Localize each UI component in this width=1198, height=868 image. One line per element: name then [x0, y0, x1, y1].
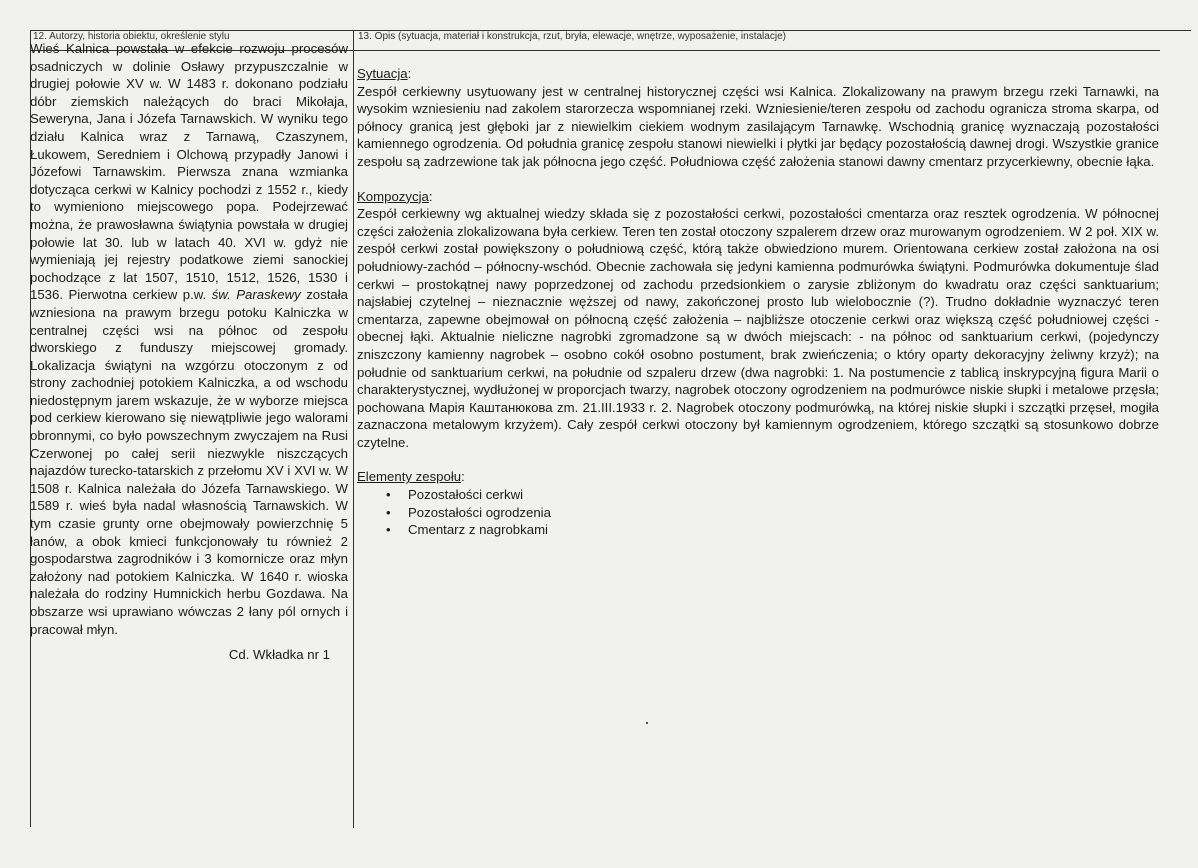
section-13-header: 13. Opis (sytuacja, materiał i konstrukcja, rzut, bryła, elewacje, wnętrze, wyposażenie, instalacje): [358, 31, 786, 42]
composition-title-colon: :: [428, 188, 433, 204]
situation-title: Sytuacja: [357, 66, 408, 81]
elements-title-colon: :: [461, 469, 465, 485]
list-item: • Pozostałości cerkwi: [408, 486, 1159, 504]
history-text: [30, 40, 348, 638]
elements-list: [357, 486, 1159, 539]
elements-title: Elementy zespołu: [357, 469, 462, 485]
description-column: [357, 65, 1159, 556]
composition-section: [357, 188, 1159, 452]
section-12-header: 12. Autorzy, historia obiektu, określenie stylu: [33, 31, 230, 42]
history-column: [30, 40, 348, 664]
scan-speck: [646, 722, 648, 724]
list-item: • Pozostałości ogrodzenia: [408, 504, 1159, 522]
continuation-note: Cd. Wkładka nr 1: [228, 647, 330, 663]
list-item: • Cmentarz z nagrobkami: [408, 521, 1159, 539]
history-text-part2: została wzniesiona na prawym brzegu potoku Kalniczka w centralnej części wsi na północ od zespołu dworskiego z funduszy miejscowej gromady. Lokalizacja świątyni na wzgórzu otoczonym z od strony zachodniej potokiem Kalniczka, a od wschodu niedostępnym jarem wskazuje, że w wyborze miejsca pod cerkiew kierowano się niewątpliwie jego walorami obronnymi, co było powszechnym zwyczajem na Rusi Czerwonej po całej serii niezwykle niszczących najazdów turecko-tatarskich z przełomu XV i XVI w. W 1508 r. Kalnica należała do Józefa Tarnawskiego. W 1589 r. wieś była nadal własnością Tarnawskich. W tym czasie grunty orne obejmowały powierzchnię 5 łanów, a obok kmieci funkcjonowały tu również 2 gospodarstwa zagrodników i 3 komornicze oraz młyn założony nad potokiem Kalniczka. W 1640 r. wioska należała do rodziny Humnickich herbu Gozdawa. Na obszarze wsi uprawiano wówczas 2 łany pól ornych i pracował młyn.: [30, 287, 348, 637]
column-divider: [353, 30, 354, 828]
elements-section: [357, 468, 1159, 538]
history-text-part1: Wieś Kalnica powstała w efekcie rozwoju procesów osadniczych w dolinie Osławy przypuszczalnie w drugiej połowie XV w. W 1483 r. dokonano podziału dóbr ziemskich należących do braci Mikołaja, Seweryna, Jana i Józefa Tarnawskich. W wyniku tego działu Kalnica wraz z Tarnawą, Czaszynem, Łukowem, Seredniem i Olchową przypadły Janowi i Józefowi Tarnawskim. Pierwsza znana wzmianka dotycząca cerkwi w Kalnicy pochodzi z 1552 r., kiedy to wymieniono miejscowego popa. Podejrzewać można, że prawosławna świątynia powstała w drugiej połowie lat 30. lub w latach 40. XVI w. gdyż nie wymieniają jej rejestry podatkowe ziemi sanockiej pochodzące z lat 1507, 1510, 1512, 1526, 1530 i 1536. Pierwotna cerkiew p.w.: [30, 41, 348, 303]
situation-text: Zespół cerkiewny usytuowany jest w centralnej historycznej części wsi Kalnica. Zlokalizowany na prawym brzegu rzeki Tarnawki, na wysokim wzniesieniu nad zakolem starorzecza wspomnianej rzeki. Wzniesienie/teren zespołu od zachodu ogranicza stroma skarpa, od północy granicą jest głęboki jar z niewielkim ciekiem wodnym zasilającym Tarnawkę. Wschodnią granicę wyznaczają pozostałości kamiennego ogrodzenia. Od południa granicę zespołu stanowi niewielki i płytki jar będący pozostałością dawnej drogi. Wszystkie granice zespołu są zadrzewione tak jak północna jego część. Południowa część założenia stanowi dawny cmentarz przycerkiewny, obecnie łąka.: [357, 83, 1159, 169]
history-text-italic: św. Paraskewy: [211, 287, 301, 303]
situation-title-colon: :: [407, 66, 412, 81]
situation-section: [357, 65, 1159, 171]
composition-text: Zespół cerkiewny wg aktualnej wiedzy składa się z pozostałości cerkwi, pozostałości cmentarza oraz resztek ogrodzenia. W północnej części założenia zlokalizowana była cerkiew. Teren ten został otoczony szpalerem drzew oraz murowanym ogrodzeniem. W 2 poł. XIX w. zespół cerkwi został powiększony o południową część, którą także obwiedziono murem. Orientowana cerkiew został założona na osi południowy-zachód – północny-wschód. Obecnie zachowała się jedyni kamienna podmurówka świątyni. Podmurówka dokumentuje ślad cerkwi – prostokątnej nawy poprzedzonej od zachodu przedsionkiem o zarysie zbliżonym do kwadratu oraz części sanktuarium; najsłabiej czytelnej – nieznacznie węższej od nawy, zakończonej prosto lub wielobocznie (?). Trudno dokładnie wyznaczyć teren cmentarza, zapewne obejmował on północną część założenia – najbliższe otoczenie cerkwi oraz większą część południowej części - obecnej łąki. Aktualnie nieliczne nagrobki zgromadzone są w dwóch miejscach: - na północ od sanktuarium cerkwi, (pojedynczy zniszczony kamienny nagrobek – osobno cokół osobno postument, brak zwieńczenia; o który oparty dekoracyjny żeliwny krzyż); na południe od sanktuarium cerkwi, na południe od szpaleru drzew (dwa nagrobki: 1. Na postumencie z tablicą inskrypcyjną figura Marii o charakterystycznej, wydłużonej w proporcjach twarzy, nagrobek otoczony ogrodzeniem na podmurówce niskie słupki i metalowe przęsła; pochowana Марія Каштанюкова zm. 21.III.1933 r. 2. Nagrobek otoczony podmurówką, na której niskie słupki i szczątki przęseł, mogiła zaznaczona metalowym krzyżem). Cały zespół cerkwi otoczony był kamiennym ogrodzeniem, którego szczątki są stosunkowo dobrze czytelne.: [357, 206, 1159, 450]
composition-title: Kompozycja: [357, 188, 429, 204]
